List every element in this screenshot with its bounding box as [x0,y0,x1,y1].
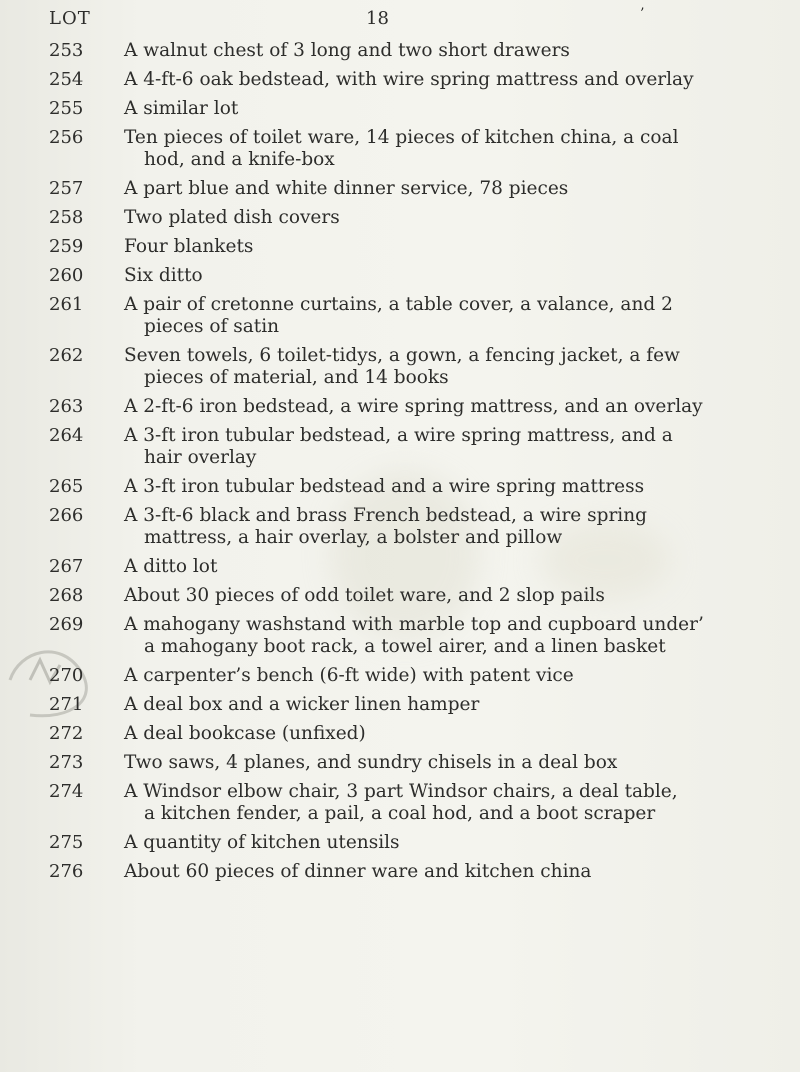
lot-entry [0,476,800,498]
lot-description [124,127,790,171]
description-line: Two saws, 4 planes, and sundry chisels in a deal box [124,752,618,773]
lot-entry [0,207,800,229]
description-line: A mahogany washstand with marble top and cupboard under’ [124,614,704,635]
description-line: A 3-ft iron tubular bedstead and a wire spring mattress [124,476,645,497]
lot-entry [0,556,800,578]
lot-entry [0,265,800,287]
lot-entry [0,585,800,607]
lot-entry [0,178,800,200]
description-continuation: a kitchen fender, a pail, a coal hod, and a boot scraper [144,803,656,824]
lot-entry [0,396,800,418]
description-continuation: pieces of satin [144,316,280,337]
lot-description [124,723,790,745]
lot-entry [0,752,800,774]
lot-entry [0,723,800,745]
lot-description [124,505,790,549]
lot-description [124,752,790,774]
lot-number: 275 [49,832,84,853]
lot-description [124,265,790,287]
lot-entry [0,832,800,854]
lot-description [124,476,790,498]
lot-number: 257 [49,178,84,199]
lot-number: 274 [49,781,84,802]
description-line: About 30 pieces of odd toilet ware, and 2 slop pails [124,585,605,606]
lot-number: 276 [49,861,84,882]
description-line: A ditto lot [124,556,218,577]
lot-description [124,69,790,91]
lot-entry [0,505,800,549]
lot-number: 268 [49,585,84,606]
lot-number: 262 [49,345,84,366]
description-line: Ten pieces of toilet ware, 14 pieces of kitchen china, a coal [124,127,679,148]
lot-number: 258 [49,207,84,228]
margin-mark: ’ [640,6,645,22]
lot-description [124,40,790,62]
lot-description [124,98,790,120]
lot-entry [0,614,800,658]
lot-entry [0,694,800,716]
lot-entry [0,345,800,389]
lot-number: 271 [49,694,84,715]
lot-entry [0,425,800,469]
lot-description [124,832,790,854]
description-line: A similar lot [124,98,239,119]
description-line: A Windsor elbow chair, 3 part Windsor chairs, a deal table, [124,781,678,802]
description-line: A deal bookcase (unfixed) [124,723,366,744]
lot-entry [0,781,800,825]
lot-number: 270 [49,665,84,686]
lot-description [124,665,790,687]
lot-number: 259 [49,236,84,257]
description-continuation: pieces of material, and 14 books [144,367,449,388]
lot-list [0,40,800,890]
lot-description [124,694,790,716]
lot-description [124,294,790,338]
page-header [0,6,800,32]
lot-description [124,556,790,578]
lot-description [124,585,790,607]
lot-description [124,178,790,200]
lot-description [124,236,790,258]
description-line: A quantity of kitchen utensils [124,832,400,853]
description-line: Six ditto [124,265,203,286]
lot-number: 263 [49,396,84,417]
lot-number: 261 [49,294,84,315]
description-line: A part blue and white dinner service, 78 pieces [124,178,569,199]
description-line: A 4-ft-6 oak bedstead, with wire spring mattress and overlay [124,69,694,90]
lot-description [124,781,790,825]
description-line: Two plated dish covers [124,207,340,228]
lot-entry [0,127,800,171]
lot-entry [0,861,800,883]
lot-number: 253 [49,40,84,61]
description-line: A carpenter’s bench (6-ft wide) with patent vice [124,665,574,686]
lot-entry [0,40,800,62]
page-number: 18 [366,8,389,29]
lot-number: 264 [49,425,84,446]
description-line: A 3-ft-6 black and brass French bedstead, a wire spring [124,505,647,526]
lot-description [124,396,790,418]
description-line: A 3-ft iron tubular bedstead, a wire spring mattress, and a [124,425,673,446]
lot-description [124,861,790,883]
lot-number: 267 [49,556,84,577]
lot-number: 269 [49,614,84,635]
description-line: Four blankets [124,236,254,257]
description-continuation: mattress, a hair overlay, a bolster and pillow [144,527,563,548]
lot-description [124,207,790,229]
description-line: A 2-ft-6 iron bedstead, a wire spring mattress, and an overlay [124,396,703,417]
description-line: A deal box and a wicker linen hamper [124,694,480,715]
description-continuation: a mahogany boot rack, a towel airer, and a linen basket [144,636,666,657]
lot-entry [0,294,800,338]
lot-number: 272 [49,723,84,744]
description-continuation: hair overlay [144,447,257,468]
lot-entry [0,98,800,120]
lot-number: 260 [49,265,84,286]
lot-number: 255 [49,98,84,119]
description-line: About 60 pieces of dinner ware and kitchen china [124,861,592,882]
lot-number: 256 [49,127,84,148]
lot-description [124,614,790,658]
description-continuation: hod, and a knife-box [144,149,335,170]
description-line: A pair of cretonne curtains, a table cover, a valance, and 2 [124,294,673,315]
lot-entry [0,236,800,258]
lot-number: 265 [49,476,84,497]
lot-number: 266 [49,505,84,526]
lot-number: 273 [49,752,84,773]
description-line: A walnut chest of 3 long and two short drawers [124,40,570,61]
lot-description [124,345,790,389]
lot-description [124,425,790,469]
lot-number: 254 [49,69,84,90]
lot-entry [0,69,800,91]
lot-entry [0,665,800,687]
lot-column-heading: LOT [49,8,91,29]
description-line: Seven towels, 6 toilet-tidys, a gown, a fencing jacket, a few [124,345,680,366]
